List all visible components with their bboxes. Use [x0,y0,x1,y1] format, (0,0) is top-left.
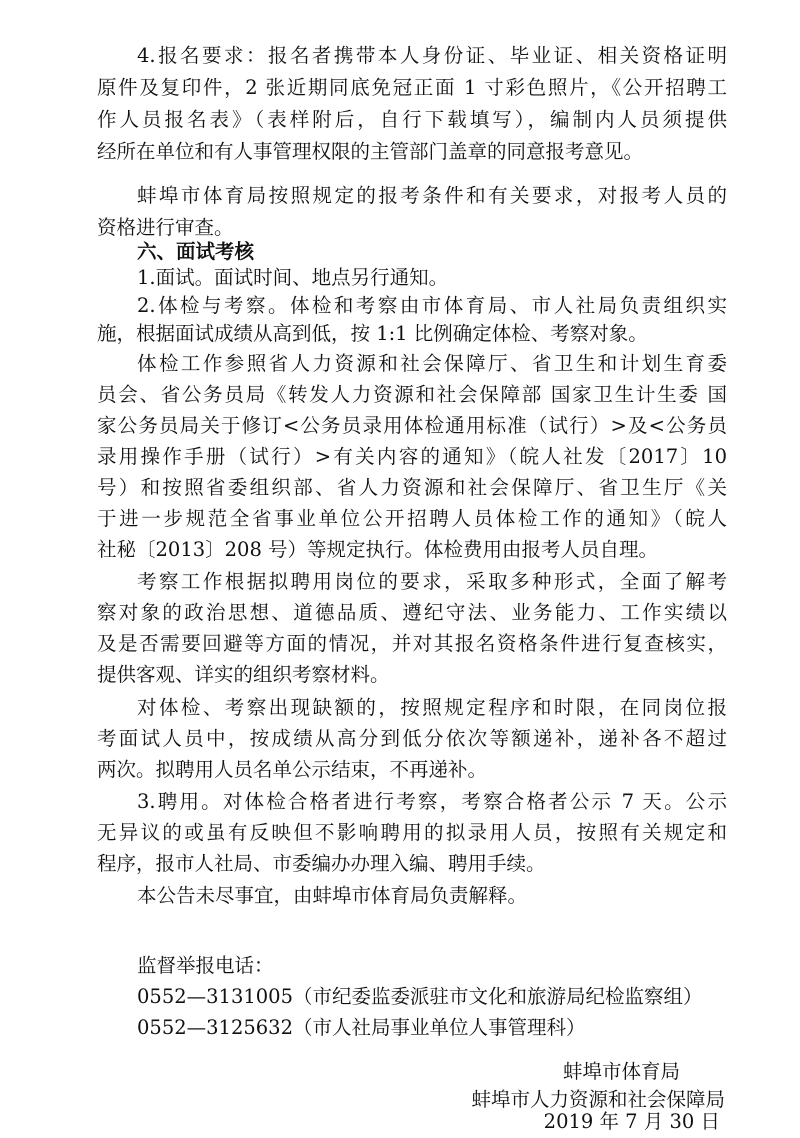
text-line: 本公告未尽事宜，由蚌埠市体育局负责解释。 [137,884,528,907]
text-line: 蚌埠市体育局按照规定的报考条件和有关要求，对报考人员的 [137,184,727,207]
contact-phone-2: 0552—3125632（市人社局事业单位人事管理科） [137,1016,586,1039]
text-line: 录用操作手册（试行）>有关内容的通知》（皖人社发〔2017〕10 [97,445,727,468]
text-line: 对体检、考察出现缺额的，按照规定程序和时限，在同岗位报 [137,696,727,719]
text-line: 考察工作根据拟聘用岗位的要求，采取多种形式，全面了解考 [137,570,727,593]
text-line: 考面试人员中，按成绩从高分到低分依次等额递补，递补各不超过 [97,727,727,750]
contact-title: 监督举报电话： [137,954,274,977]
text-line: 察对象的政治思想、道德品质、遵纪守法、业务能力、工作实绩以 [97,601,727,624]
text-line: 作人员报名表》（表样附后，自行下载填写），编制内人员须提供 [97,108,727,131]
text-line: 经所在单位和有人事管理权限的主管部门盖章的同意报考意见。 [97,140,644,163]
text-line: 1.面试。面试时间、地点另行通知。 [137,266,449,289]
text-line: 两次。拟聘用人员名单公示结束，不再递补。 [97,758,488,781]
section-heading: 六、面试考核 [137,240,255,263]
text-line: 家公务员局关于修订<公务员录用体检通用标准（试行）>及<公务员 [97,414,727,437]
text-line: 程序，报市人社局、市委编办办理入编、聘用手续。 [97,852,546,875]
text-line: 无异议的或虽有反映但不影响聘用的拟录用人员，按照有关规定和 [97,821,727,844]
text-line: 2.体检与考察。体检和考察由市体育局、市人社局负责组织实 [137,294,727,317]
text-line: 3.聘用。对体检合格者进行考察，考察合格者公示 7 天。公示 [137,790,727,813]
contact-phone-1: 0552—3131005（市纪委监委派驻市文化和旅游局纪检监察组） [137,985,703,1008]
text-line: 资格进行审查。 [97,216,234,239]
text-line: 4.报名要求：报名者携带本人身份证、毕业证、相关资格证明 [137,44,727,67]
text-line: 员会、省公务员局《转发人力资源和社会保障部 国家卫生计生委 国 [97,383,727,406]
text-line: 及是否需要回避等方面的情况，并对其报名资格条件进行复查核实， [97,632,727,655]
text-line: 社秘〔2013〕208 号）等规定执行。体检费用由报考人员自理。 [97,538,659,561]
signature-org-hr-bureau: 蚌埠市人力资源和社会保障局 [471,1088,725,1111]
signature-org-sports-bureau: 蚌埠市体育局 [562,1060,680,1083]
text-line: 提供客观、详实的组织考察材料。 [97,663,390,686]
text-line: 号）和按照省委组织部、省人力资源和社会保障厅、省卫生厅《关 [97,476,727,499]
text-line: 施，根据面试成绩从高到低，按 1:1 比例确定体检、考察对象。 [97,322,648,345]
text-line: 于进一步规范全省事业单位公开招聘人员体检工作的通知》（皖人 [97,507,727,530]
text-line: 原件及复印件，2 张近期同底免冠正面 1 寸彩色照片，《公开招聘工 [97,76,727,99]
signature-date: 2019 年 7 月 30 日 [543,1110,720,1133]
text-line: 体检工作参照省人力资源和社会保障厅、省卫生和计划生育委 [137,352,727,375]
